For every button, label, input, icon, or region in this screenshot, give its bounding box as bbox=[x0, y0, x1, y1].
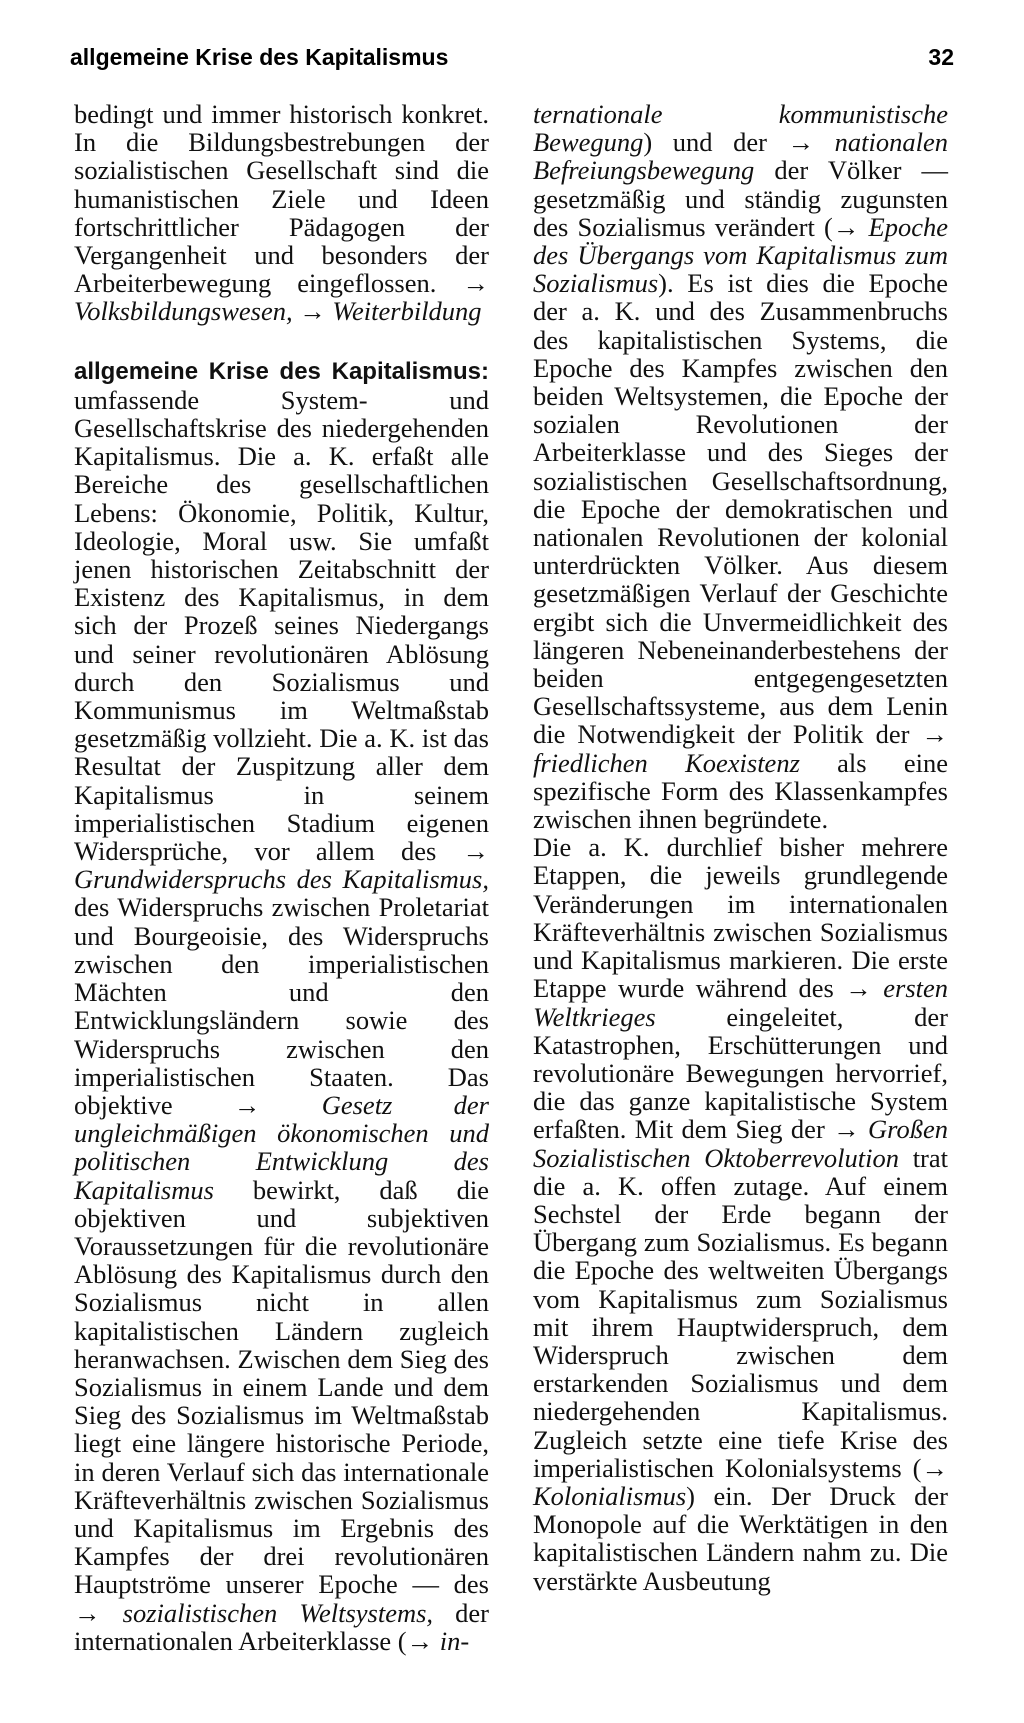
cross-reference-arrow-icon: → bbox=[832, 211, 860, 242]
cross-reference-arrow-icon: → bbox=[233, 1089, 261, 1120]
body-text: Die a. K. durchlief bisher mehrere Etappen, die jeweils grundlegende Veränderungen im internationalen Kräfteverhältnis zwischen Sozialismus und Kapitalismus markieren. Die erste Etappe wurde während des bbox=[533, 832, 948, 1004]
cross-reference-befreiungsbewegung[interactable]: nationalen Befreiungsbewegung bbox=[533, 127, 949, 186]
left-column bbox=[74, 100, 489, 1655]
cross-reference-gesetz[interactable]: Gesetz der ungleichmäßigen ökonomischen und politischen Entwicklung des Kapitalismus bbox=[74, 1089, 489, 1205]
body-text: trat die a. K. offen zutage. Auf einem Sechstel der Erde begann der Übergang zum Sozialismus. Es begann die Epoche des weltweiten Übergangs vom Kapitalismus zum Sozialismus mit ihrem Hauptwiderspruch, dem Widerspruch zwischen dem erstarkenden Sozialismus und dem niedergehenden Kapitalismus. Zugleich setzte eine tiefe Krise des imperialistischen Kolonialsystems ( bbox=[533, 1142, 948, 1483]
cross-reference-arrow-icon: → bbox=[299, 296, 326, 327]
body-text: umfassende System- und Gesellschaftskrise des niedergehenden Kapitalismus. Die a. K. erfaßt alle Bereiche des gesellschaftlichen Lebens: Ökonomie, Politik, Kultur, Ideologie, Moral usw. Sie umfaßt jenen historischen Zeitabschnitt der Existenz des Kapitalismus, in dem sich der Prozeß seines Niedergangs und seiner revolutionären Ablösung durch den Sozialismus und Kommunismus im Weltmaßstab gesetzmäßig vollzieht. Die a. K. ist das Resultat der Zuspitzung aller dem Kapitalismus in seinem imperialistischen Stadium eigenen Widersprüche, vor allem des bbox=[74, 384, 489, 867]
cross-reference-arrow-icon: → bbox=[406, 1625, 434, 1656]
body-text: eingeleitet, der Katastrophen, Erschütterungen und revolutionäre Bewegungen hervorrief, die das ganze kapitalistische System erfaßten. Mit dem Sieg der bbox=[533, 1001, 948, 1145]
cross-reference-arrow-icon: → bbox=[462, 268, 489, 299]
cross-reference-weiterbildung[interactable]: Weiterbildung bbox=[332, 296, 482, 327]
body-text: ) und der bbox=[643, 127, 788, 158]
body-text: ). Es ist dies die Epoche der a. K. und des Zusammenbruchs des kapitalistischen Systems, die Epoche des Kampfes zwischen den beiden Weltsystemen, die Epoche der sozialen Revolutionen der Arbeiterklasse und des Sieges der sozialistischen Gesellschaftsordnung, die Epoche der demokratischen und nationalen Revolutionen der kolonial unterdrückten Völker. Aus diesem gesetzmäßigen Verlauf der Geschichte ergibt sich die Unvermeidlichkeit des längeren Nebeneinanderbestehens der beiden entgegengesetzten Gesellschaftssysteme, aus dem Lenin die Notwendigkeit der Politik der bbox=[533, 268, 948, 750]
page-number: 32 bbox=[928, 44, 954, 70]
entry-headword: allgemeine Krise des Kapitalismus: bbox=[74, 357, 489, 385]
cross-reference-internationale-bewegung[interactable]: in- bbox=[439, 1625, 470, 1656]
cross-reference-grundwiderspruch[interactable]: Grundwiderspruchs des Kapitalismus, bbox=[74, 864, 489, 895]
cross-reference-arrow-icon: → bbox=[845, 973, 872, 1004]
body-text: des Widerspruchs zwischen Proletariat und Bourgeoisie, des Widerspruchs zwischen den imperialistischen Mächten und den Entwicklungsländern sowie des Widerspruchs zwischen den imperialistischen Staaten. Das objektive bbox=[74, 892, 489, 1120]
paragraph-volksbildung bbox=[74, 100, 489, 326]
right-column bbox=[533, 100, 948, 1595]
cross-reference-weltsystem[interactable]: sozialistischen Weltsystems, bbox=[122, 1597, 434, 1628]
cross-reference-oktoberrevolution[interactable]: Großen Sozialistischen Oktoberrevolution bbox=[533, 1114, 948, 1173]
body-text: der internationalen Arbeiterklasse ( bbox=[74, 1597, 489, 1656]
cross-reference-weltkrieg[interactable]: ersten Weltkrieges bbox=[533, 973, 949, 1032]
body-text: bedingt und immer historisch konkret. In die Bildungsbestrebungen der sozialistischen Gesellschaft sind die humanistischen Ziele und Ideen fortschrittlicher Pädagogen der Vergangenheit und besonders der Arbeiterbewegung eingeflossen. bbox=[74, 99, 489, 299]
cross-reference-arrow-icon: → bbox=[462, 836, 489, 867]
body-text: der Völker — gesetzmäßig und ständig zugunsten des Sozialismus verändert ( bbox=[533, 155, 948, 242]
cross-reference-kolonialismus[interactable]: Kolonialismus bbox=[533, 1480, 687, 1511]
body-text: bewirkt, daß die objektiven und subjektiven Voraussetzungen für die revolutionäre Ablösung des Kapitalismus durch den Sozialismus nicht in allen kapitalistischen Ländern zugleich heranwachsen. Zwischen dem Sieg des Sozialismus in einem Lande und dem Sieg des Sozialismus im Weltmaßstab liegt eine längere historische Periode, in deren Verlauf sich das internationale Kräfteverhältnis zwischen Sozialismus und Kapitalismus im Ergebnis des Kampfes der drei revolutionären Hauptströme unserer Epoche — des bbox=[74, 1174, 489, 1600]
cross-reference-arrow-icon: → bbox=[787, 127, 815, 158]
body-text: ) ein. Der Druck der Monopole auf die Werktätigen in den kapitalistischen Ländern nahm zu. Die verstärkte Ausbeutung bbox=[533, 1480, 948, 1596]
paragraph-continuation bbox=[533, 100, 948, 833]
cross-reference-arrow-icon: → bbox=[74, 1597, 101, 1628]
cross-reference-arrow-icon: → bbox=[833, 1114, 860, 1145]
page-header bbox=[70, 44, 954, 84]
cross-reference-arrow-icon: → bbox=[921, 1452, 948, 1483]
body-text: als eine spezifische Form des Klassenkampfes zwischen ihnen begründete. bbox=[533, 747, 948, 835]
cross-reference-epoche[interactable]: Epoche des Übergangs vom Kapitalismus zum Sozialismus bbox=[533, 211, 948, 299]
running-title: allgemeine Krise des Kapitalismus bbox=[70, 44, 449, 70]
cross-reference-koexistenz[interactable]: friedlichen Koexistenz bbox=[533, 747, 800, 778]
entry-allgemeine-krise bbox=[74, 356, 489, 1655]
paragraph-etappen bbox=[533, 833, 948, 1594]
cross-reference-volksbildungswesen[interactable]: Volksbildungswesen, bbox=[74, 296, 293, 327]
cross-reference-internationale-bewegung[interactable]: ternationale kommunistische Bewegung bbox=[533, 99, 948, 158]
cross-reference-arrow-icon: → bbox=[921, 719, 948, 750]
